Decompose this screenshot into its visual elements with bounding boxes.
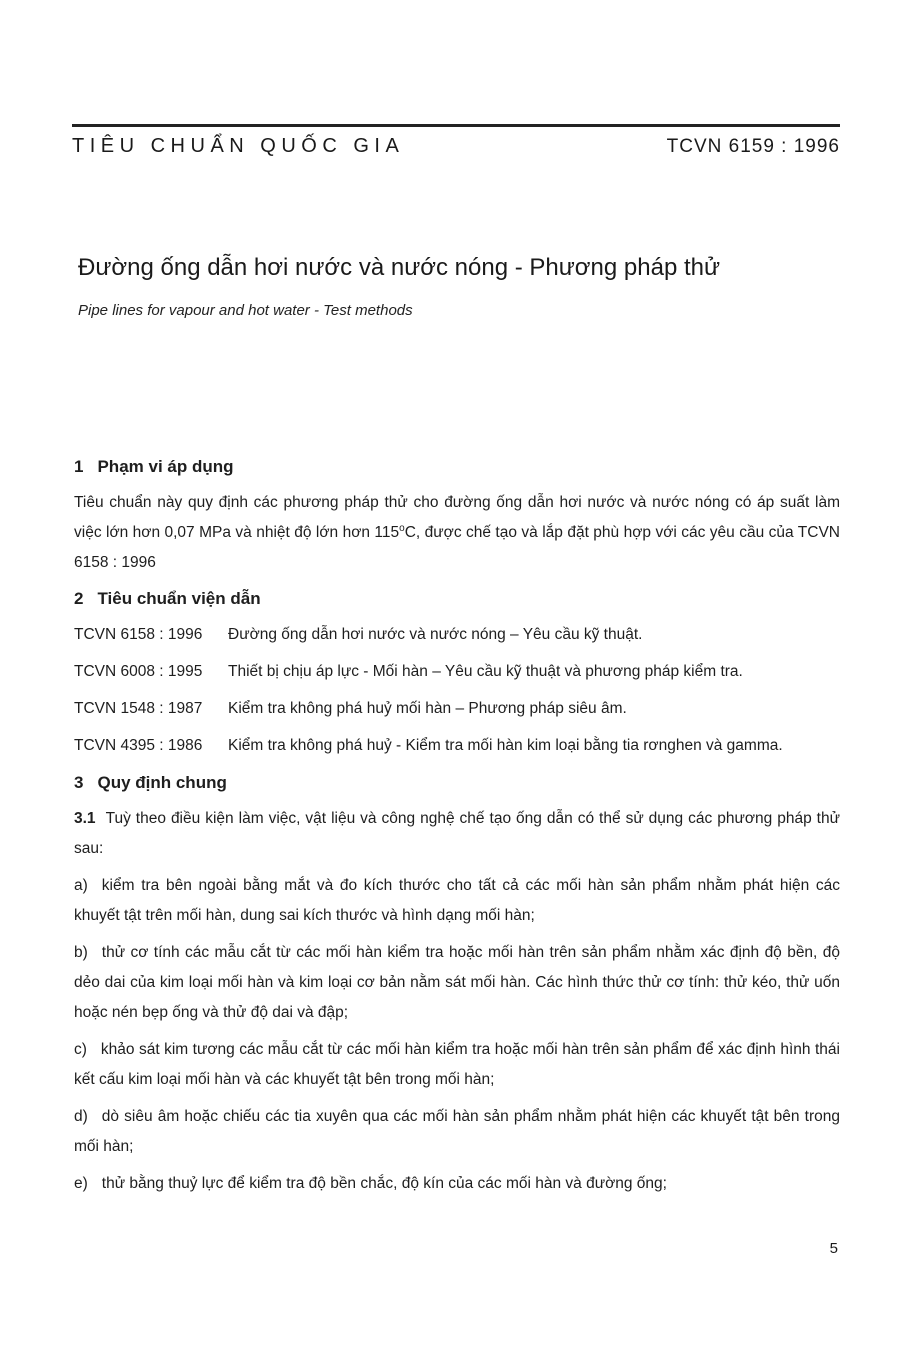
list-item (74, 871, 840, 931)
list-item-text: thử cơ tính các mẫu cắt từ các mối hàn kiểm tra hoặc mối hàn trên sản phẩm nhằm xác định độ bền, độ dẻo dai của kim loại mối hàn và kim loại cơ bản nằm sát mối hàn. Các hình thức thử cơ tính: thử kéo, thử uốn hoặc nén bẹp ống và thử độ dai và đập; (74, 944, 840, 1021)
section-title: Phạm vi áp dụng (97, 457, 234, 476)
list-item (74, 1035, 840, 1095)
section-title: Quy định chung (97, 773, 227, 792)
reference-code: TCVN 6158 : 1996 (74, 626, 203, 643)
reference-list (74, 620, 840, 761)
header-standard-code: TCVN 6159 : 1996 (666, 136, 840, 157)
section-1-heading (74, 452, 840, 482)
clause-number: 3.1 (74, 810, 96, 827)
list-item-letter: b) (74, 944, 88, 961)
document-body (74, 452, 840, 1199)
section-3-heading (74, 768, 840, 798)
degree-superscript: o (399, 522, 405, 534)
page-header (72, 124, 840, 158)
reference-item (74, 620, 840, 650)
reference-code: TCVN 6008 : 1995 (74, 663, 203, 680)
list-item (74, 1102, 840, 1162)
list-item-letter: a) (74, 877, 88, 894)
list-item-letter: d) (74, 1108, 88, 1125)
clause-text: Tuỳ theo điều kiện làm việc, vật liệu và công nghệ chế tạo ống dẫn có thể sử dụng các phương pháp thử sau: (74, 810, 840, 857)
list-item-text: kiểm tra bên ngoài bằng mắt và đo kích thước cho tất cả các mối hàn sản phẩm nhằm phát hiện các khuyết tật trên mối hàn, dung sai kích thước và hình dạng mối hàn; (74, 877, 840, 924)
header-standard-label: TIÊU CHUẨN QUỐC GIA (72, 135, 405, 157)
section-number: 2 (74, 589, 84, 608)
list-item-letter: c) (74, 1041, 87, 1058)
reference-item (74, 694, 840, 724)
paragraph-text: C, được chế tạo và lắp đặt phù hợp với các yêu cầu của TCVN 6158 : 1996 (74, 524, 840, 571)
document-title: Đường ống dẫn hơi nước và nước nóng - Phương pháp thử (78, 254, 721, 281)
section-2-heading (74, 584, 840, 614)
reference-title: Đường ống dẫn hơi nước và nước nóng – Yêu cầu kỹ thuật. (228, 626, 643, 643)
reference-code: TCVN 4395 : 1986 (74, 737, 203, 754)
section-number: 3 (74, 773, 84, 792)
list-item-letter: e) (74, 1175, 88, 1192)
section-title: Tiêu chuẩn viện dẫn (97, 589, 261, 608)
reference-title: Kiểm tra không phá huỷ - Kiểm tra mối hàn kim loại bằng tia rơnghen và gamma. (228, 737, 783, 754)
list-item-text: khảo sát kim tương các mẫu cắt từ các mối hàn kiểm tra hoặc mối hàn trên sản phẩm để xác định hình thái kết cấu kim loại mối hàn và các khuyết tật bên trong mối hàn; (74, 1041, 840, 1088)
reference-title: Kiểm tra không phá huỷ mối hàn – Phương pháp siêu âm. (228, 700, 627, 717)
list-item-text: thử bằng thuỷ lực để kiểm tra độ bền chắc, độ kín của các mối hàn và đường ống; (101, 1175, 667, 1192)
list-item (74, 1169, 840, 1199)
list-item (74, 938, 840, 1028)
page-number: 5 (829, 1240, 838, 1257)
reference-code: TCVN 1548 : 1987 (74, 700, 203, 717)
section-number: 1 (74, 457, 84, 476)
reference-title: Thiết bị chịu áp lực - Mối hàn – Yêu cầu kỹ thuật và phương pháp kiểm tra. (228, 663, 743, 680)
document-subtitle: Pipe lines for vapour and hot water - Test methods (78, 302, 413, 319)
paragraph-text: Tiêu chuẩn này quy định các phương pháp thử cho đường ống dẫn hơi nước và nước nóng có áp suất làm việc lớn hơn 0,07 MPa và nhiệt độ lớn hơn 115 (74, 494, 840, 541)
section-1-paragraph (74, 488, 840, 578)
reference-item (74, 731, 840, 761)
list-item-text: dò siêu âm hoặc chiếu các tia xuyên qua các mối hàn sản phẩm nhằm phát hiện các khuyết tật bên trong mối hàn; (74, 1108, 840, 1155)
reference-item (74, 657, 840, 687)
clause-3-1 (74, 804, 840, 864)
